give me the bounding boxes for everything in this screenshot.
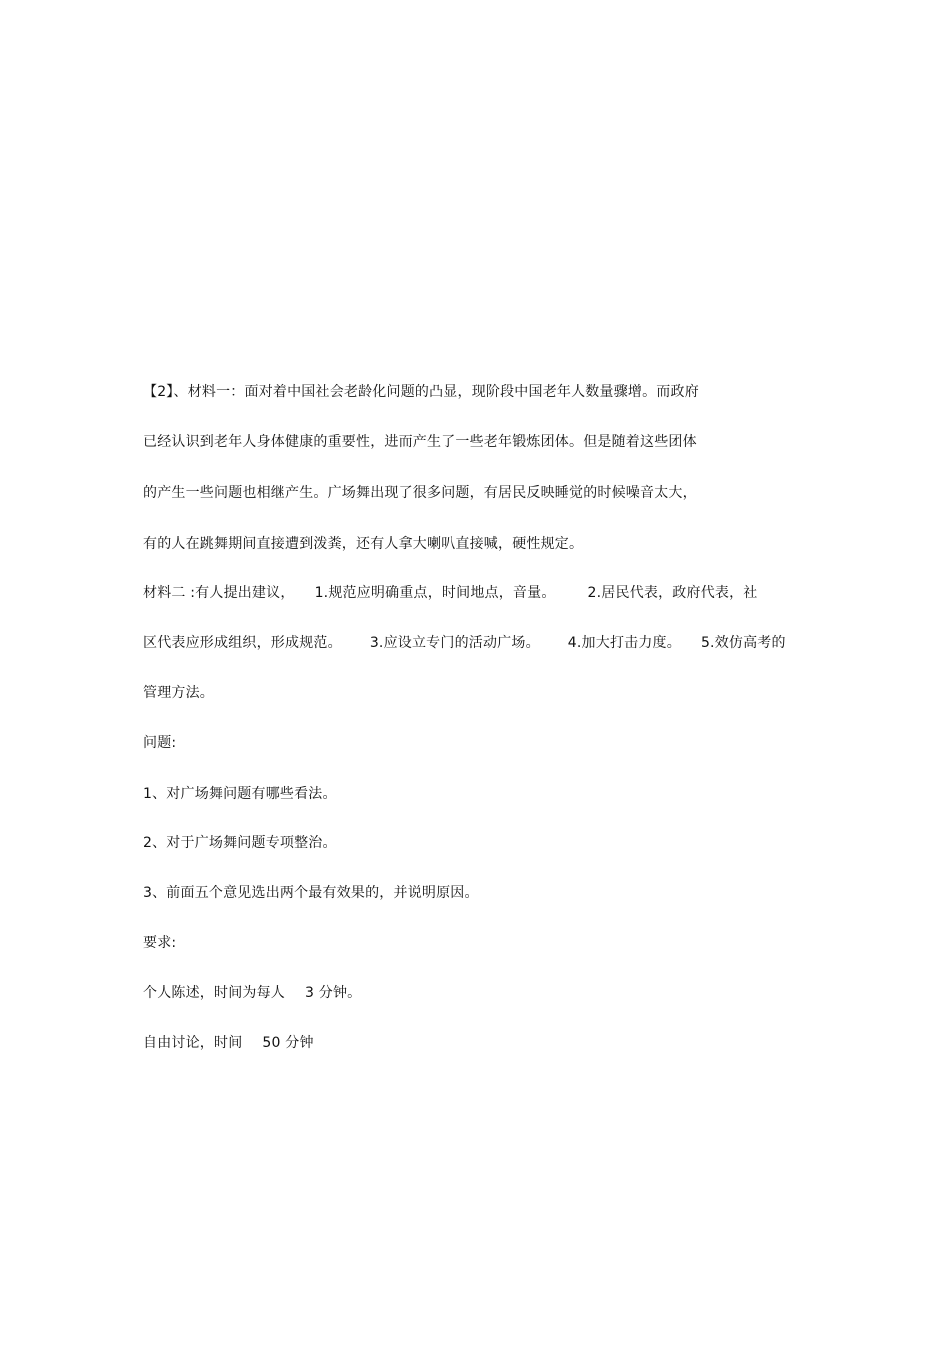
material-1-line-2: 已经认识到老年人身体健康的重要性，进而产生了一些老年锻炼团体。但是随着这些团体 [143, 434, 697, 450]
material-1-line-1: 【2】、材料一：面对着中国社会老龄化问题的凸显，现阶段中国老年人数量骤增。而政府 [143, 384, 699, 400]
questions-heading: 问题: [143, 735, 177, 751]
material-2-intro: 材料二 :有人提出建议， [143, 585, 295, 601]
material-2-line-1 [143, 584, 758, 602]
requirement-1-label: 个人陈述，时间为每人 [143, 985, 285, 1001]
material-2-line-3: 管理方法。 [143, 685, 214, 701]
material-2-line-2 [143, 634, 786, 652]
suggestion-3: 3.应设立专门的活动广场。 [369, 635, 540, 651]
requirement-2-label: 自由讨论，时间 [143, 1035, 243, 1051]
requirements-heading: 要求: [143, 935, 177, 951]
suggestion-4: 4.加大打击力度。 [567, 635, 681, 651]
question-1: 1、对广场舞问题有哪些看法。 [143, 786, 337, 802]
suggestion-2-end: 区代表应形成组织，形成规范。 [143, 635, 342, 651]
requirement-1-value: 3 分钟。 [305, 985, 362, 1001]
requirement-1 [143, 984, 361, 1002]
material-1-line-4: 有的人在跳舞期间直接遭到泼粪，还有人拿大喇叭直接喊，硬性规定。 [143, 536, 584, 552]
question-3: 3、前面五个意见选出两个最有效果的，并说明原因。 [143, 885, 479, 901]
requirement-2-value: 50 分钟 [262, 1035, 314, 1051]
question-2: 2、对于广场舞问题专项整治。 [143, 835, 337, 851]
suggestion-1: 1.规范应明确重点，时间地点，音量。 [314, 585, 556, 601]
suggestion-5-start: 5.效仿高考的 [700, 635, 786, 651]
suggestion-2-start: 2.居民代表，政府代表，社 [587, 585, 758, 601]
material-1-line-3: 的产生一些问题也相继产生。广场舞出现了很多问题，有居民反映睡觉的时候噪音太大， [143, 485, 697, 501]
requirement-2 [143, 1034, 314, 1052]
